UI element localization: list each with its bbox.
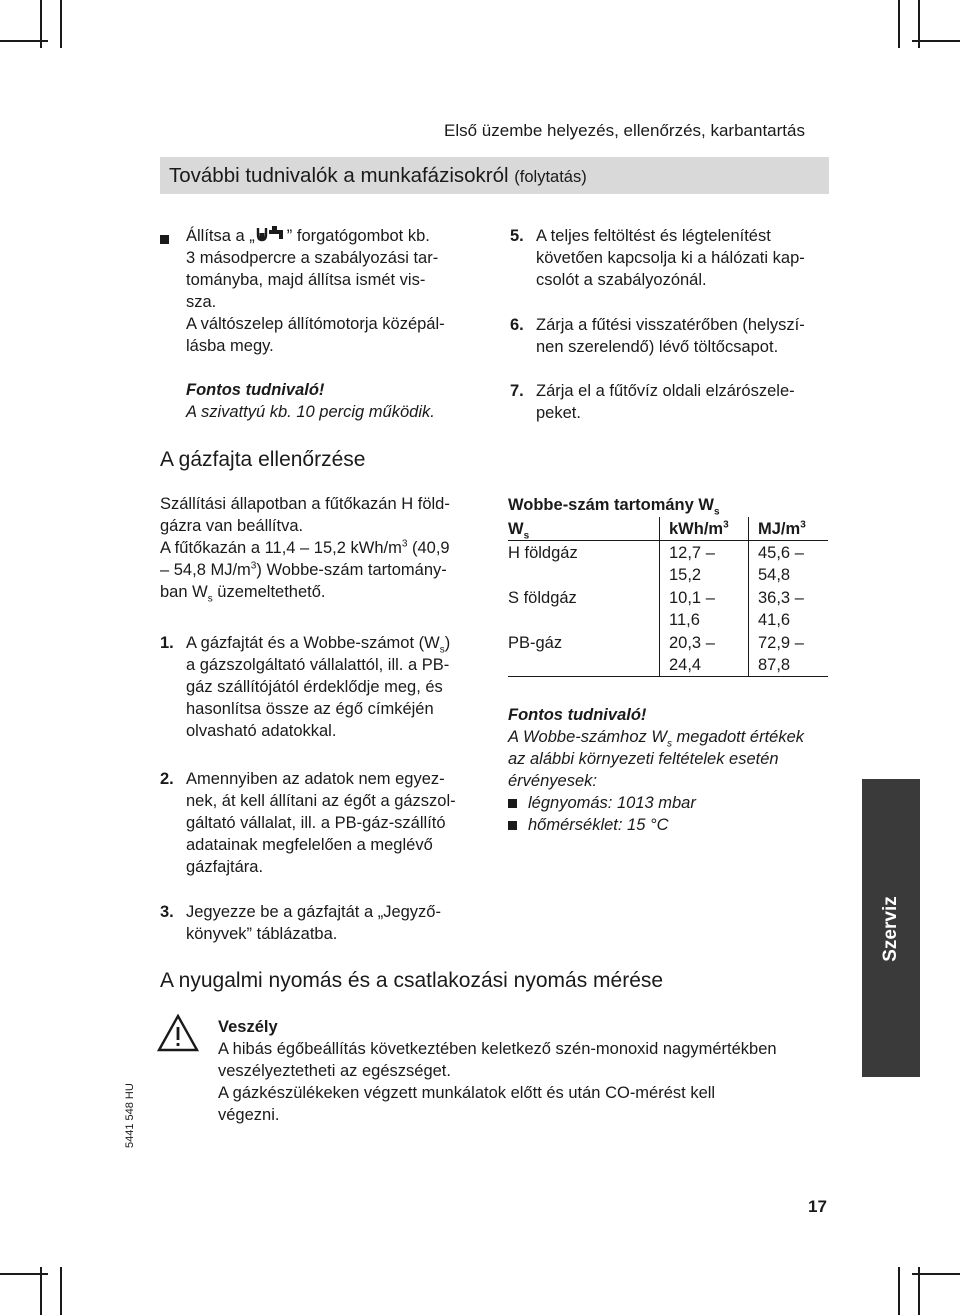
step-line: nen szerelendő) lévő töltőcsapot. <box>536 338 779 356</box>
danger-line: veszélyeztetheti az egészséget. <box>218 1062 451 1080</box>
step-line: Zárja a fűtési visszatérőben (helyszí- <box>536 316 805 334</box>
section-heading-gas-type: A gázfajta ellenőrzése <box>160 448 366 471</box>
note-bullet: légnyomás: 1013 mbar <box>508 792 838 814</box>
wobbe-table <box>508 517 828 677</box>
kwh-range: 10,1 – 11,6 <box>660 586 749 631</box>
bullet-square <box>160 235 169 244</box>
danger-line: A gázkészülékeken végzett munkálatok előtt és után CO-mérést kell <box>218 1084 716 1102</box>
intro-line: A fűtőkazán a 11,4 – 15,2 kWh/$m^3$ (40,9 <box>160 538 450 557</box>
step-text <box>186 632 496 742</box>
crop-mark <box>918 1267 920 1315</box>
table-header-row <box>508 517 828 541</box>
danger-block <box>218 1016 838 1126</box>
note-line: A Wobbe-számhoz $W_s$ megadott értékek <box>508 728 805 750</box>
crop-mark <box>918 0 920 48</box>
note-line: az alábbi környezeti feltételek esetén <box>508 750 779 768</box>
table-row <box>508 631 828 677</box>
step-number: 6. <box>510 316 524 334</box>
crop-mark <box>898 0 900 48</box>
gas-name: S földgáz <box>508 589 577 607</box>
table-row <box>508 586 828 631</box>
step-line: követően kapcsolja ki a hálózati kap- <box>536 249 805 267</box>
section-side-tab <box>862 779 920 1077</box>
danger-line: végezni. <box>218 1106 280 1124</box>
step-line: könyvek” táblázatba. <box>186 925 338 943</box>
danger-title: Veszély <box>218 1018 278 1036</box>
page-number: 17 <box>808 1197 827 1216</box>
side-tab-label: Szerviz <box>880 896 901 962</box>
note-line: érvényesek: <box>508 772 597 790</box>
step-text <box>186 901 496 945</box>
faucet-icon <box>255 225 287 243</box>
page-title: További tudnivalók a munkafázisokról (folytatás) <box>169 164 587 187</box>
bullet-line: 3 másodpercre a szabályozási tar- <box>186 249 439 267</box>
bullet-line: sza. <box>186 293 217 311</box>
bullet-line: tományba, majd állítsa ismét vis- <box>186 271 426 289</box>
crop-mark <box>40 1267 42 1315</box>
crop-mark <box>40 0 42 48</box>
crop-mark <box>60 0 62 48</box>
document-number: 5441 548 HU <box>124 1083 136 1148</box>
bullet-line: Állítsa a „ ” forgatógombot kb. <box>186 227 430 245</box>
wobbe-table-caption: Wobbe-szám tartomány $W_s$ <box>508 496 720 518</box>
gas-intro <box>160 493 490 603</box>
warning-triangle-icon <box>157 1014 199 1058</box>
step-line: adatainak megfelelően a meglévő <box>186 836 433 854</box>
step-number: 7. <box>510 382 524 400</box>
instruction-bullet <box>186 225 486 357</box>
step-line: Zárja el a fűtővíz oldali elzárószele- <box>536 382 795 400</box>
intro-line: gázra van beállítva. <box>160 517 304 535</box>
bullet-square <box>508 821 517 830</box>
intro-line: ban $W_s$ üzemeltethető. <box>160 583 326 605</box>
mj-range: 45,6 – 54,8 <box>749 541 829 587</box>
step-text <box>536 314 836 358</box>
step-line: hasonlítsa össze az égő címkéjén <box>186 700 434 718</box>
step-line: a gázszolgáltató vállalattól, ill. a PB- <box>186 656 450 674</box>
note-text: A szivattyú kb. 10 percig működik. <box>186 403 435 421</box>
step-line: A gázfajtát és a Wobbe-számot $(W_s)$ <box>186 634 451 656</box>
step-line: A teljes feltöltést és légtelenítést <box>536 227 771 245</box>
step-line: olvasható adatokkal. <box>186 722 337 740</box>
bullet-square <box>508 799 517 808</box>
title-bar <box>160 157 829 194</box>
header-mj: $MJ/m^3$ <box>749 517 829 541</box>
mj-range: 72,9 – 87,8 <box>749 631 829 677</box>
step-line: gáz szállítójától érdeklődje meg, és <box>186 678 443 696</box>
intro-line: – 54,8 $MJ/m^3$) Wobbe-szám tartomány- <box>160 560 447 579</box>
step-text <box>536 380 836 424</box>
step-number: 3. <box>160 903 174 921</box>
note-title: Fontos tudnivaló! <box>186 381 325 399</box>
section-heading-pressure: A nyugalmi nyomás és a csatlakozási nyomás mérése <box>160 969 664 992</box>
mj-range: 36,3 – 41,6 <box>749 586 829 631</box>
step-number: 1. <box>160 634 174 652</box>
step-line: Jegyezze be a gázfajtát a „Jegyző- <box>186 903 441 921</box>
step-text <box>186 768 496 878</box>
bullet-line: lásba megy. <box>186 337 274 355</box>
gas-name: PB-gáz <box>508 631 660 677</box>
crop-mark <box>60 1267 62 1315</box>
intro-line: Szállítási állapotban a fűtőkazán H föld- <box>160 495 450 513</box>
crop-mark <box>898 1267 900 1315</box>
danger-line: A hibás égőbeállítás következtében keletkező szén-monoxid nagymértékben <box>218 1040 777 1058</box>
step-number: 5. <box>510 227 524 245</box>
kwh-range: 20,3 – 24,4 <box>660 631 749 677</box>
step-line: gáltató vállalat, ill. a PB-gáz-szállító <box>186 814 446 832</box>
note-title: Fontos tudnivaló! <box>508 706 647 724</box>
step-line: nek, át kell állítani az égőt a gázszol- <box>186 792 456 810</box>
step-line: peket. <box>536 404 581 422</box>
step-line: csolót a szabályozónál. <box>536 271 707 289</box>
step-line: gázfajtára. <box>186 858 264 876</box>
gas-name: H földgáz <box>508 544 578 562</box>
running-head: Első üzembe helyezés, ellenőrzés, karbantartás <box>444 121 805 140</box>
table-row <box>508 541 828 587</box>
bullet-line: A váltószelep állítómotorja középál- <box>186 315 445 333</box>
step-text <box>536 225 836 291</box>
note-bullet: hőmérséklet: 15 °C <box>508 814 838 836</box>
header-ws: $W_s$ <box>508 517 660 541</box>
header-kwh: kWh/$m^3$ <box>660 517 749 541</box>
step-number: 2. <box>160 770 174 788</box>
wobbe-note <box>508 704 838 836</box>
step-line: Amennyiben az adatok nem egyez- <box>186 770 445 788</box>
kwh-range: 12,7 – 15,2 <box>660 541 749 587</box>
